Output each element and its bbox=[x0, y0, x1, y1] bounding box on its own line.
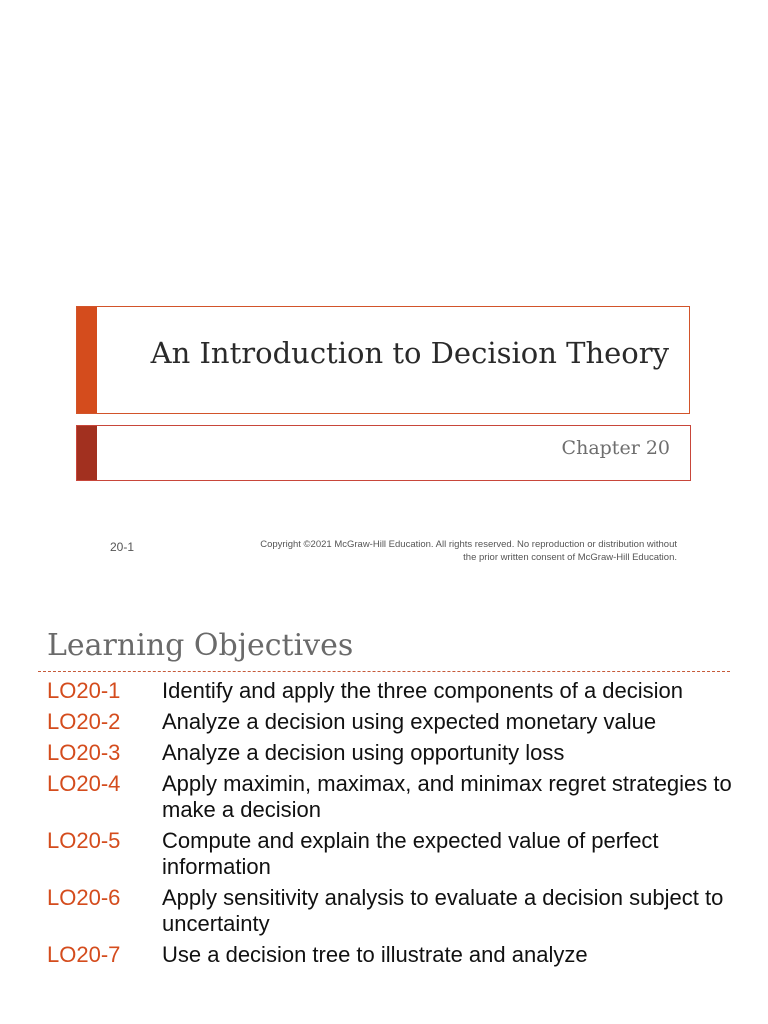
title-box bbox=[76, 306, 690, 414]
objectives-title: Learning Objectives bbox=[47, 628, 354, 663]
title-divider bbox=[38, 671, 730, 672]
objective-code: LO20-7 bbox=[47, 942, 121, 967]
objective-row bbox=[47, 885, 737, 937]
objective-row bbox=[47, 678, 737, 704]
objective-text: Apply maximin, maximax, and minimax regret strategies to make a decision bbox=[162, 771, 732, 822]
objective-text: Use a decision tree to illustrate and analyze bbox=[162, 942, 588, 967]
objective-row bbox=[47, 709, 737, 735]
objective-code: LO20-6 bbox=[47, 885, 121, 910]
objective-text: Analyze a decision using opportunity loss bbox=[162, 740, 565, 765]
objective-row bbox=[47, 942, 737, 968]
slide-subtitle: Chapter 20 bbox=[561, 437, 670, 459]
objectives-list bbox=[47, 678, 737, 973]
objective-row bbox=[47, 740, 737, 766]
objective-code: LO20-4 bbox=[47, 771, 121, 796]
objective-code: LO20-3 bbox=[47, 740, 121, 765]
subtitle-box bbox=[76, 425, 691, 481]
slide-title: An Introduction to Decision Theory bbox=[150, 336, 669, 370]
objective-text: Compute and explain the expected value of perfect information bbox=[162, 828, 659, 879]
subtitle-accent-bar bbox=[77, 426, 97, 480]
objective-code: LO20-1 bbox=[47, 678, 121, 703]
objective-text: Identify and apply the three components of a decision bbox=[162, 678, 684, 703]
copyright-line-2: the prior written consent of McGraw-Hill Education. bbox=[463, 552, 677, 563]
objective-text: Apply sensitivity analysis to evaluate a decision subject to uncertainty bbox=[162, 885, 724, 936]
objective-row bbox=[47, 828, 737, 880]
objective-row bbox=[47, 771, 737, 823]
objective-text: Analyze a decision using expected monetary value bbox=[162, 709, 657, 734]
learning-objectives-slide bbox=[0, 598, 768, 1024]
page-number: 20-1 bbox=[110, 540, 135, 554]
objective-code: LO20-2 bbox=[47, 709, 121, 734]
copyright-line-1: Copyright ©2021 McGraw-Hill Education. All rights reserved. No reproduction or distribution without bbox=[260, 539, 677, 550]
copyright-notice bbox=[190, 538, 677, 564]
objective-code: LO20-5 bbox=[47, 828, 121, 853]
title-accent-bar bbox=[77, 307, 97, 413]
